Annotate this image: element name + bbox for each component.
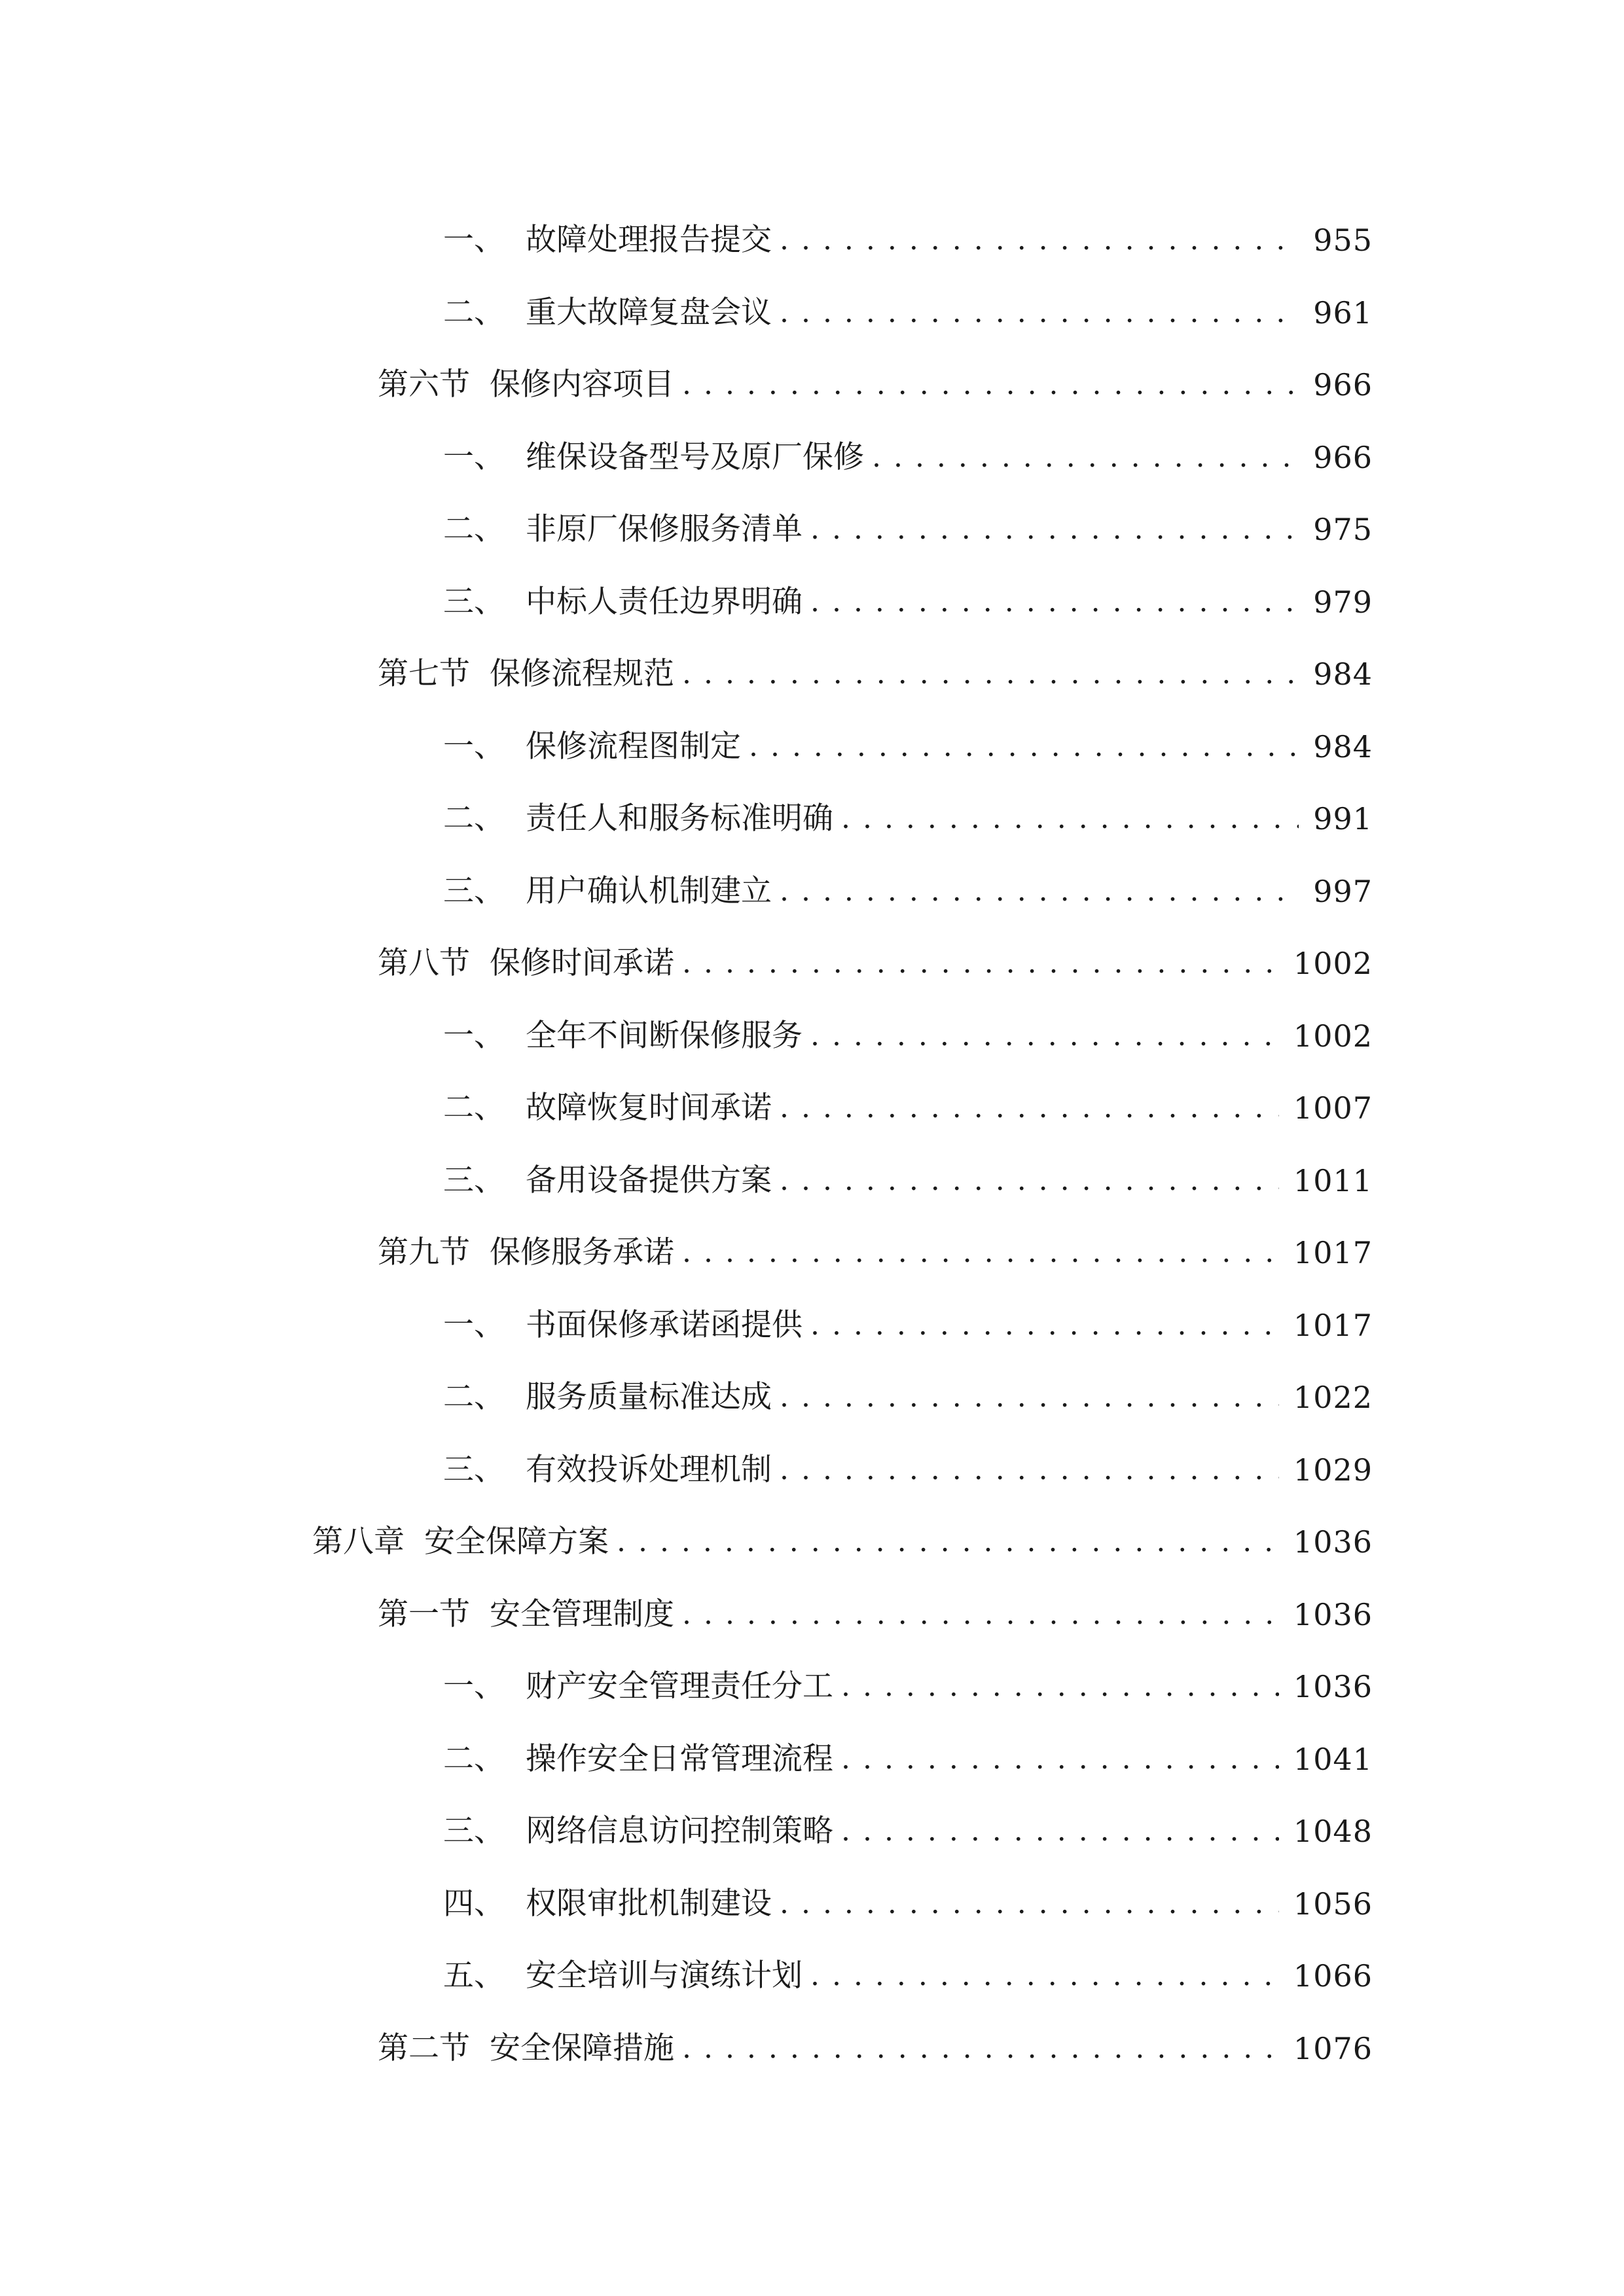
- toc-entry-page: 1029: [1293, 1452, 1373, 1488]
- toc-entry-number: 二、: [443, 294, 505, 331]
- toc-entry-number: 第一节: [378, 1596, 470, 1632]
- toc-entry-number: 五、: [443, 1958, 505, 1994]
- toc-entry-page: 1022: [1293, 1380, 1373, 1416]
- toc-dot-leader: [841, 1812, 1279, 1851]
- toc-dot-leader: [780, 1450, 1279, 1490]
- toc-entry-number: 第八节: [378, 945, 470, 982]
- toc-entry-page: 966: [1313, 367, 1373, 403]
- toc-entry-page: 1041: [1293, 1741, 1373, 1777]
- toc-entry-page: 1002: [1293, 946, 1373, 982]
- toc-dot-leader: [682, 655, 1299, 694]
- toc-dot-leader: [780, 221, 1299, 260]
- toc-entry[interactable]: [0, 1000, 1624, 1073]
- toc-dot-leader: [810, 1956, 1279, 1996]
- toc-entry-number: 三、: [443, 583, 505, 620]
- toc-entry-number: 二、: [443, 1379, 505, 1416]
- toc-entry-title: 故障恢复时间承诺: [526, 1090, 772, 1126]
- toc-entry-page: 1011: [1293, 1162, 1373, 1198]
- toc-dot-leader: [810, 583, 1299, 622]
- toc-entry[interactable]: [0, 783, 1624, 855]
- toc-entry-page: 991: [1313, 801, 1373, 837]
- toc-entry-page: 1048: [1293, 1814, 1373, 1850]
- toc-dot-leader: [682, 1233, 1279, 1272]
- toc-entry[interactable]: [0, 1361, 1624, 1434]
- toc-entry-number: 一、: [443, 1306, 505, 1343]
- toc-entry-page: 1056: [1293, 1886, 1373, 1922]
- toc-dot-leader: [682, 365, 1299, 404]
- toc-entry-title: 书面保修承诺函提供: [526, 1306, 803, 1343]
- toc-entry-page: 984: [1313, 656, 1373, 692]
- toc-entry-number: 一、: [443, 1017, 505, 1054]
- toc-entry-page: 1036: [1293, 1669, 1373, 1705]
- toc-entry[interactable]: [0, 493, 1624, 566]
- toc-entry-page: 975: [1313, 512, 1373, 548]
- toc-section-entry[interactable]: [0, 349, 1624, 422]
- toc-entry-number: 三、: [443, 1162, 505, 1198]
- toc-entry-number: 二、: [443, 1740, 505, 1777]
- toc-entry-title: 维保设备型号及原厂保修: [526, 439, 864, 475]
- toc-dot-leader: [617, 1522, 1279, 1562]
- toc-entry-title: 全年不间断保修服务: [526, 1017, 803, 1054]
- toc-entry-title: 中标人责任边界明确: [526, 583, 803, 620]
- toc-entry[interactable]: [0, 1434, 1624, 1507]
- toc-entry-page: 961: [1313, 295, 1373, 331]
- toc-section-entry[interactable]: [0, 1579, 1624, 1651]
- toc-dot-leader: [841, 1740, 1279, 1779]
- toc-entry-page: 955: [1313, 223, 1373, 259]
- toc-entry-number: 第七节: [378, 656, 470, 692]
- toc-entry-page: 1017: [1293, 1235, 1373, 1271]
- toc-entry-page: 1017: [1293, 1307, 1373, 1343]
- toc-dot-leader: [810, 1306, 1279, 1345]
- toc-entry-title: 服务质量标准达成: [526, 1379, 772, 1416]
- toc-entry[interactable]: [0, 566, 1624, 639]
- toc-entry-number: 第六节: [378, 367, 470, 403]
- toc-entry[interactable]: [0, 1145, 1624, 1217]
- toc-chapter-entry[interactable]: [0, 1506, 1624, 1579]
- toc-entry-title: 用户确认机制建立: [526, 872, 772, 909]
- toc-entry-number: 一、: [443, 728, 505, 764]
- toc-entry-title: 备用设备提供方案: [526, 1162, 772, 1198]
- toc-entry-title: 保修内容项目: [490, 367, 674, 403]
- toc-entry-number: 三、: [443, 1813, 505, 1850]
- toc-entry-number: 第九节: [378, 1234, 470, 1271]
- toc-entry[interactable]: [0, 1940, 1624, 2013]
- toc-dot-leader: [872, 438, 1299, 477]
- toc-entry[interactable]: [0, 422, 1624, 494]
- toc-entry-number: 四、: [443, 1885, 505, 1922]
- toc-dot-leader: [841, 799, 1299, 838]
- toc-entry-page: 1076: [1293, 2030, 1373, 2066]
- toc-dot-leader: [780, 1088, 1279, 1128]
- toc-dot-leader: [780, 872, 1299, 911]
- toc-entry-number: 三、: [443, 1451, 505, 1488]
- toc-section-entry[interactable]: [0, 927, 1624, 1000]
- toc-entry-title: 保修服务承诺: [490, 1234, 674, 1271]
- toc-dot-leader: [810, 510, 1299, 549]
- toc-entry-title: 故障处理报告提交: [526, 222, 772, 259]
- toc-entry-title: 有效投诉处理机制: [526, 1451, 772, 1488]
- toc-entry-title: 网络信息访问控制策略: [526, 1813, 833, 1850]
- toc-section-entry[interactable]: [0, 2013, 1624, 2085]
- toc-section-entry[interactable]: [0, 1217, 1624, 1289]
- toc-dot-leader: [841, 1667, 1279, 1706]
- toc-dot-leader: [780, 1884, 1279, 1924]
- toc-entry-title: 财产安全管理责任分工: [526, 1668, 833, 1705]
- toc-entry-page: 966: [1313, 439, 1373, 475]
- toc-entry-title: 安全保障措施: [490, 2030, 674, 2066]
- toc-dot-leader: [682, 2029, 1279, 2068]
- toc-entry-title: 操作安全日常管理流程: [526, 1740, 833, 1777]
- toc-entry-title: 责任人和服务标准明确: [526, 800, 833, 837]
- toc-entry-number: 一、: [443, 439, 505, 475]
- toc-entry-number: 二、: [443, 511, 505, 548]
- toc-entry[interactable]: [0, 1795, 1624, 1868]
- toc-section-entry[interactable]: [0, 638, 1624, 711]
- toc-entry[interactable]: [0, 1651, 1624, 1723]
- toc-dot-leader: [780, 293, 1299, 332]
- toc-dot-leader: [682, 1595, 1279, 1634]
- toc-entry-number: 二、: [443, 1090, 505, 1126]
- toc-entry-title: 安全管理制度: [490, 1596, 674, 1632]
- toc-entry-page: 1007: [1293, 1090, 1373, 1126]
- toc-entry[interactable]: [0, 1723, 1624, 1796]
- toc-entry[interactable]: [0, 204, 1624, 277]
- toc-entry-title: 权限审批机制建设: [526, 1885, 772, 1922]
- toc-entry[interactable]: [0, 1868, 1624, 1941]
- toc-entry-number: 三、: [443, 872, 505, 909]
- toc-entry-title: 保修时间承诺: [490, 945, 674, 982]
- toc-entry[interactable]: [0, 711, 1624, 783]
- toc-entry-title: 安全保障方案: [424, 1524, 609, 1560]
- toc-dot-leader: [780, 1378, 1279, 1417]
- toc-entry-page: 1036: [1293, 1596, 1373, 1632]
- toc-dot-leader: [780, 1161, 1279, 1200]
- toc-dot-leader: [749, 727, 1299, 766]
- toc-entry[interactable]: [0, 855, 1624, 928]
- toc-dot-leader: [810, 1016, 1279, 1056]
- toc-entry-title: 保修流程规范: [490, 656, 674, 692]
- toc-entry-page: 997: [1313, 873, 1373, 909]
- toc-entry-page: 984: [1313, 728, 1373, 764]
- toc-entry-number: 一、: [443, 1668, 505, 1705]
- toc-entry[interactable]: [0, 1289, 1624, 1362]
- toc-entry-title: 安全培训与演练计划: [526, 1958, 803, 1994]
- toc-entry-number: 二、: [443, 800, 505, 837]
- toc-entry-title: 非原厂保修服务清单: [526, 511, 803, 548]
- toc-entry-number: 第二节: [378, 2030, 470, 2066]
- toc-entry-page: 1002: [1293, 1018, 1373, 1054]
- table-of-contents: [0, 204, 1624, 2085]
- toc-entry-number: 第八章: [312, 1524, 405, 1560]
- toc-entry-page: 979: [1313, 584, 1373, 620]
- toc-entry-number: 一、: [443, 222, 505, 259]
- toc-entry[interactable]: [0, 1072, 1624, 1145]
- toc-entry-title: 重大故障复盘会议: [526, 294, 772, 331]
- toc-entry-page: 1066: [1293, 1958, 1373, 1994]
- toc-dot-leader: [682, 944, 1279, 983]
- toc-entry[interactable]: [0, 277, 1624, 350]
- toc-entry-page: 1036: [1293, 1524, 1373, 1560]
- toc-entry-title: 保修流程图制定: [526, 728, 741, 764]
